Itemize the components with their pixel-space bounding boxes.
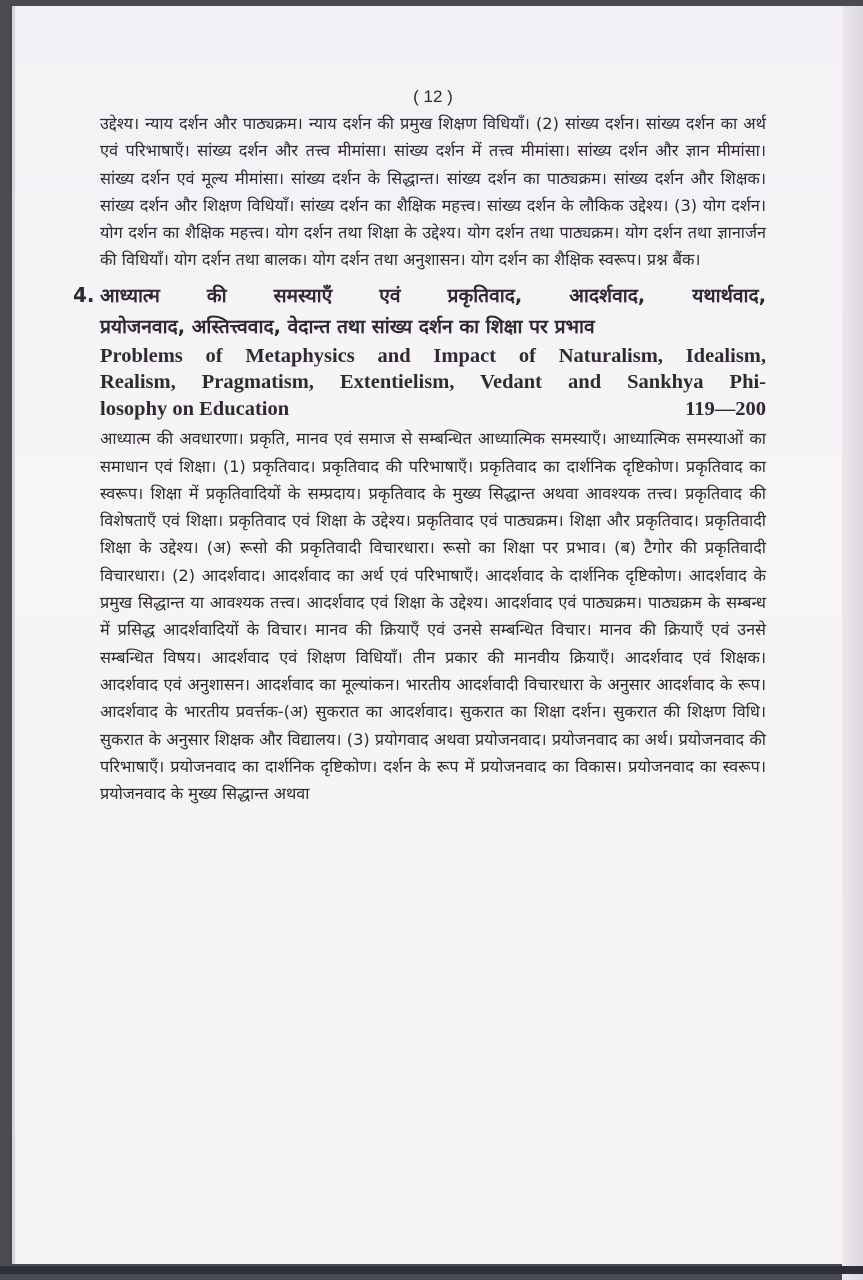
chapter-title-english-line3-row	[100, 397, 766, 422]
chapter-entry	[73, 280, 766, 808]
chapter-number: 4.	[73, 282, 95, 307]
intro-paragraph: उद्देश्य। न्याय दर्शन और पाठ्यक्रम। न्याय दर्शन की प्रमुख शिक्षण विधियाँ। (2) सांख्य दर्शन। सांख्य दर्शन का अर्थ एवं परिभाषाएँ। सांख्य दर्शन और तत्त्व मीमांसा। सांख्य दर्शन में तत्त्व मीमांसा। सांख्य दर्शन और ज्ञान मीमांसा। सांख्य दर्शन एवं मूल्य मीमांसा। सांख्य दर्शन के सिद्धान्त। सांख्य दर्शन का पाठ्यक्रम। सांख्य दर्शन और शिक्षक। सांख्य दर्शन और शिक्षण विधियाँ। सांख्य दर्शन का शैक्षिक महत्त्व। सांख्य दर्शन के लौकिक उद्देश्य। (3) योग दर्शन। योग दर्शन का शैक्षिक महत्त्व। योग दर्शन तथा शिक्षा के उद्देश्य। योग दर्शन तथा पाठ्यक्रम। योग दर्शन तथा ज्ञानार्जन की विधियाँ। योग दर्शन तथा बालक। योग दर्शन तथा अनुशासन। योग दर्शन का शैक्षिक स्वरूप। प्रश्न बैंक।	[100, 114, 766, 270]
page-number: ( 12 )	[413, 87, 453, 106]
chapter-title-english-line2: Realism, Pragmatism, Extentielism, Vedant and Sankhya Phi-	[100, 371, 766, 394]
chapter-title-hindi-line2: प्रयोजनवाद, अस्तित्त्ववाद, वेदान्त तथा सांख्य दर्शन का शिक्षा पर प्रभाव	[100, 314, 595, 338]
chapter-contents: आध्यात्म की अवधारणा। प्रकृति, मानव एवं समाज से सम्बन्धित आध्यात्मिक समस्याएँ। आध्यात्मिक समस्याओं का समाधान एवं शिक्षा। (1) प्रकृतिवाद। प्रकृतिवाद की परिभाषाएँ। प्रकृतिवाद का दार्शनिक दृष्टिकोण। प्रकृतिवाद का स्वरूप। शिक्षा में प्रकृतिवादियों के सम्प्रदाय। प्रकृतिवाद के मुख्य सिद्धान्त अथवा आवश्यक तत्त्व। प्रकृतिवाद की विशेषताएँ एवं शिक्षा। प्रकृतिवाद एवं शिक्षा के उद्देश्य। प्रकृतिवाद एवं पाठ्यक्रम। शिक्षा और प्रकृतिवाद। प्रकृतिवादी शिक्षा के उद्देश्य। (अ) रूसो की प्रकृतिवादी विचारधारा। रूसो का शिक्षा पर प्रभाव। (ब) टैगोर की प्रकृतिवादी विचारधारा। (2) आदर्शवाद। आदर्शवाद का अर्थ एवं परिभाषाएँ। आदर्शवाद के दार्शनिक दृष्टिकोण। आदर्शवाद के प्रमुख सिद्धान्त या आवश्यक तत्त्व। आदर्शवाद एवं शिक्षा के उद्देश्य। आदर्शवाद एवं पाठ्यक्रम। पाठ्यक्रम के सम्बन्ध में प्रसिद्ध आदर्शवादियों के विचार। मानव की क्रियाएँ एवं उनसे सम्बन्धित विचार। मानव की क्रियाएँ एवं उनसे सम्बन्धित विषय। आदर्शवाद एवं शिक्षण विधियाँ। तीन प्रकार की मानवीय क्रियाएँ। आदर्शवाद एवं शिक्षक। आदर्शवाद एवं अनुशासन। आदर्शवाद का मूल्यांकन। भारतीय आदर्शवादी विचारधारा के अनुसार आदर्शवाद के रूप। आदर्शवाद के भारतीय प्रवर्त्तक-(अ) सुकरात का आदर्शवाद। सुकरात का शिक्षा दर्शन। सुकरात की शिक्षण विधि। सुकरात के अनुसार शिक्षक और विद्यालय। (3) प्रयोगवाद अथवा प्रयोजनवाद। प्रयोजनवाद का अर्थ। प्रयोजनवाद की परिभाषाएँ। प्रयोजनवाद का दार्शनिक दृष्टिकोण। दर्शन के रूप में प्रयोजनवाद का विकास। प्रयोजनवाद का स्वरूप। प्रयोजनवाद के मुख्य सिद्धान्त अथवा	[100, 429, 766, 804]
chapter-title-english-line3: losophy on Education	[100, 397, 290, 420]
page-content	[73, 84, 766, 807]
page-bottom-shadow	[0, 1266, 863, 1274]
chapter-page-range: 119—200	[685, 397, 766, 420]
page-right-edge	[842, 6, 863, 1280]
chapter-title-english-line1: Problems of Metaphysics and Impact of Naturalism, Idealism,	[100, 344, 766, 367]
chapter-title-hindi-line1: आध्यात्म की समस्याएँ एवं प्रकृतिवाद, आदर्शवाद, यथार्थवाद,	[100, 283, 766, 307]
